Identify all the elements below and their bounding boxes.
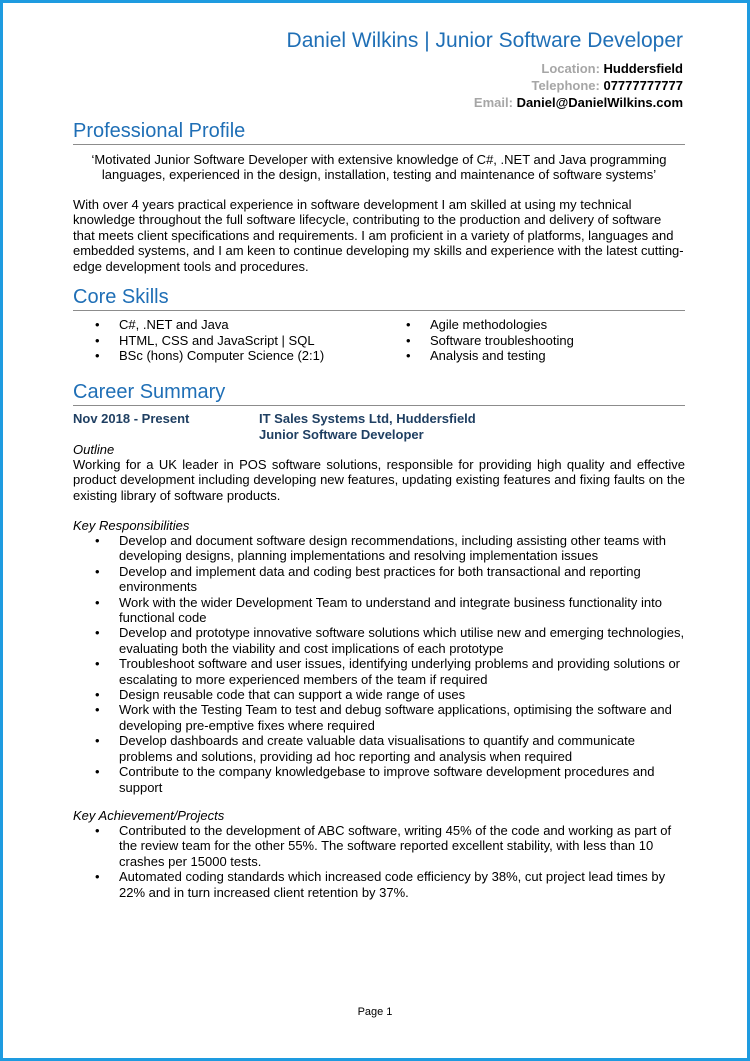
location-value: Huddersfield	[603, 61, 683, 76]
achievements-list	[73, 823, 685, 900]
profile-summary: With over 4 years practical experience in software development I am skilled at using my technical knowledge throughout the full software lifecycle, contributing to the production and delivery of software that meets client specifications and requirements. I am proficient in a variety of platforms, languages and embedded systems, and I am keen to continue developing my skills and experience with the latest cutting-edge development tools and procedures.	[73, 197, 684, 274]
responsibilities-list	[73, 533, 685, 795]
job-dates: Nov 2018 - Present	[73, 411, 190, 426]
outline-text: Working for a UK leader in POS software solutions, responsible for providing high quality and effective product development including developing new features, updating existing features and fixing faults on the existing library of software products.	[73, 457, 685, 503]
list-item: • Develop and implement data and coding best practices for both transactional and reporting environments	[73, 564, 685, 595]
skills-heading: Core Skills	[73, 285, 685, 311]
location-line	[474, 60, 683, 77]
achievements-label: Key Achievement/Projects	[73, 808, 225, 823]
email-line	[474, 94, 683, 111]
list-item: • Troubleshoot software and user issues, identifying underlying problems and providing solutions or escalating to more experienced members of the team if required	[73, 656, 685, 687]
list-item: • Automated coding standards which increased code efficiency by 38%, cut project lead times by 22% and in turn increased client retention by 37%.	[73, 869, 685, 900]
email-value: Daniel@DanielWilkins.com	[516, 95, 683, 110]
skill-item: • HTML, CSS and JavaScript | SQL	[73, 333, 324, 349]
list-item: • Work with the wider Development Team to understand and integrate business functionality into functional code	[73, 595, 685, 626]
telephone-label: Telephone:	[531, 78, 600, 93]
skills-column-2	[384, 317, 574, 364]
list-item: • Develop and document software design recommendations, including assisting other teams with developing designs, planning implementations and resolving implementation issues	[73, 533, 685, 564]
email-label: Email:	[473, 95, 513, 110]
responsibilities-label: Key Responsibilities	[73, 518, 190, 533]
skill-item: • C#, .NET and Java	[73, 317, 324, 333]
outline-label: Outline	[73, 442, 115, 457]
candidate-name: Daniel Wilkins | Junior Software Developer	[286, 29, 683, 52]
skills-column-1	[73, 317, 324, 364]
list-item: • Work with the Testing Team to test and debug software applications, optimising the software and developing pre-emptive fixes where required	[73, 702, 685, 733]
skill-item: • Agile methodologies	[384, 317, 574, 333]
job-employer	[259, 411, 476, 443]
career-heading: Career Summary	[73, 380, 685, 406]
company-name: IT Sales Systems Ltd, Huddersfield	[259, 411, 476, 426]
telephone-line	[474, 77, 683, 94]
profile-quote: ‘Motivated Junior Software Developer with extensive knowledge of C#, .NET and Java programming languages, experienced in the design, installation, testing and maintenance of software systems’	[91, 152, 667, 183]
profile-heading: Professional Profile	[73, 119, 685, 145]
list-item: • Develop and prototype innovative software solutions which utilise new and emerging technologies, evaluating both the viability and cost implications of each prototype	[73, 625, 685, 656]
job-title: Junior Software Developer	[259, 427, 424, 442]
skill-item: • Analysis and testing	[384, 348, 574, 364]
list-item: • Contribute to the company knowledgebase to improve software development procedures and support	[73, 764, 685, 795]
list-item: • Design reusable code that can support a wide range of uses	[73, 687, 685, 702]
list-item: • Contributed to the development of ABC software, writing 45% of the code and working as part of the review team for the other 55%. The software reported excellent stability, with less than 10 crashes per 15000 tests.	[73, 823, 685, 869]
telephone-value: 07777777777	[603, 78, 683, 93]
skill-item: • BSc (hons) Computer Science (2:1)	[73, 348, 324, 364]
location-label: Location:	[541, 61, 600, 76]
skill-item: • Software troubleshooting	[384, 333, 574, 349]
list-item: • Develop dashboards and create valuable data visualisations to quantify and communicate problems and solutions, providing ad hoc reporting and analysis when required	[73, 733, 685, 764]
page-number: Page 1	[357, 1006, 393, 1018]
contact-details	[474, 60, 683, 111]
